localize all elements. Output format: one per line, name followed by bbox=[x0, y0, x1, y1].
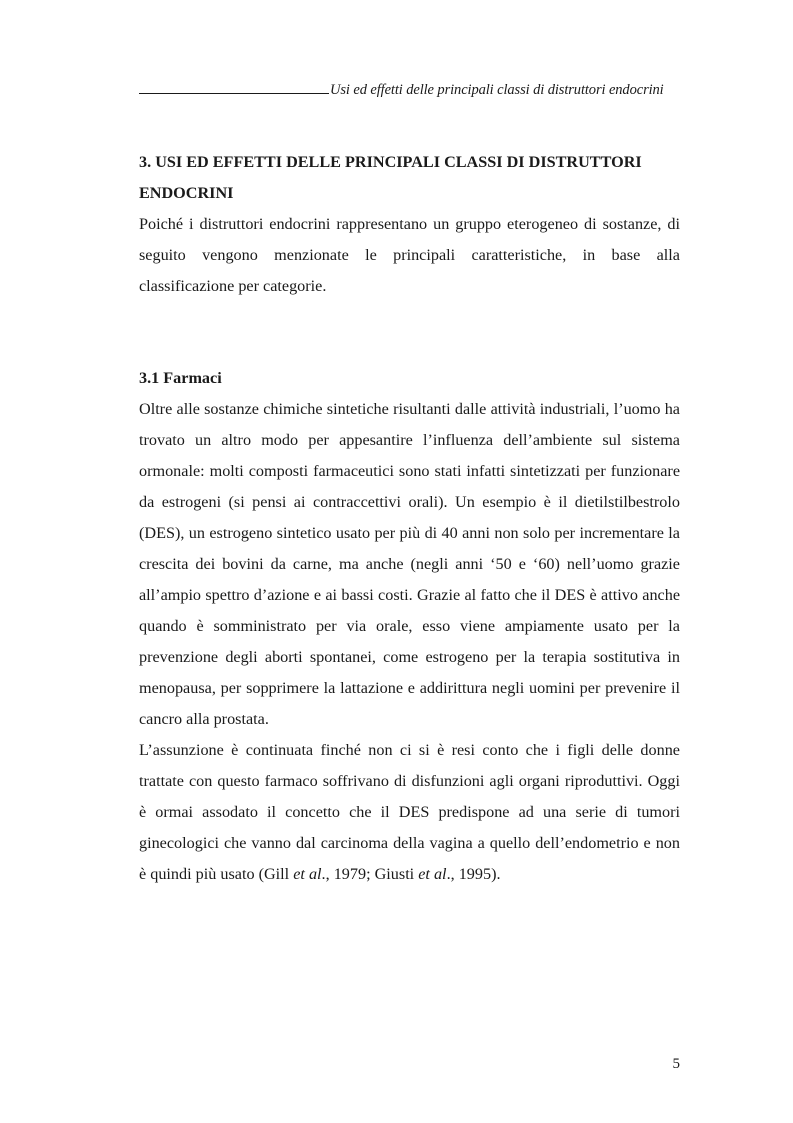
page-number: 5 bbox=[672, 1056, 680, 1072]
header-rule bbox=[139, 92, 329, 94]
subsection-paragraph-2 bbox=[139, 735, 680, 890]
body-text bbox=[139, 147, 680, 890]
running-header bbox=[139, 80, 680, 100]
paragraph-2-text-b: ., 1979; Giusti bbox=[321, 865, 419, 883]
citation-et-al-1: et al bbox=[293, 865, 322, 883]
section-intro-paragraph: Poiché i distruttori endocrini rappresentano un gruppo eterogeneo di sostanze, di seguito vengono menzionate le principali caratteristiche, in base alla classificazione per categorie. bbox=[139, 215, 680, 295]
header-title: Usi ed effetti delle principali classi di distruttori endocrini bbox=[330, 82, 664, 98]
section-spacer bbox=[139, 302, 680, 363]
section-heading: 3. USI ED EFFETTI DELLE PRINCIPALI CLASSI DI DISTRUTTORI ENDOCRINI bbox=[139, 153, 642, 202]
subsection-paragraph-1: Oltre alle sostanze chimiche sintetiche risultanti dalle attività industriali, l’uomo ha trovato un altro modo per appesantire l’influenza dell’ambiente sul sistema ormonale: molti composti farmaceutici sono stati infatti sintetizzati per funzionare da estrogeni (si pensi ai contraccettivi orali). Un esempio è il dietilstilbestrolo (DES), un estrogeno sintetico usato per più di 40 anni non solo per incrementare la crescita dei bovini da carne, ma anche (negli anni ‘50 e ‘60) nell’uomo grazie all’ampio spettro d’azione e ai bassi costi. Grazie al fatto che il DES è attivo anche quando è somministrato per via orale, esso viene ampiamente usato per la prevenzione degli aborti spontanei, come estrogeno per la terapia sostitutiva in menopausa, per sopprimere la lattazione e addirittura negli uomini per prevenire il cancro alla prostata. bbox=[139, 400, 680, 728]
citation-et-al-2: et al bbox=[418, 865, 447, 883]
paragraph-2-text-a: L’assunzione è continuata finché non ci si è resi conto che i figli delle donne trattate con questo farmaco soffrivano di disfunzioni agli organi riproduttivi. Oggi è ormai assodato il concetto che il DES predispone ad una serie di tumori ginecologici che vanno dal carcinoma della vagina a quello dell’endometrio e non è quindi più usato (Gill bbox=[139, 741, 680, 883]
paragraph-2-text-c: ., 1995). bbox=[446, 865, 501, 883]
subsection-heading: 3.1 Farmaci bbox=[139, 369, 222, 387]
